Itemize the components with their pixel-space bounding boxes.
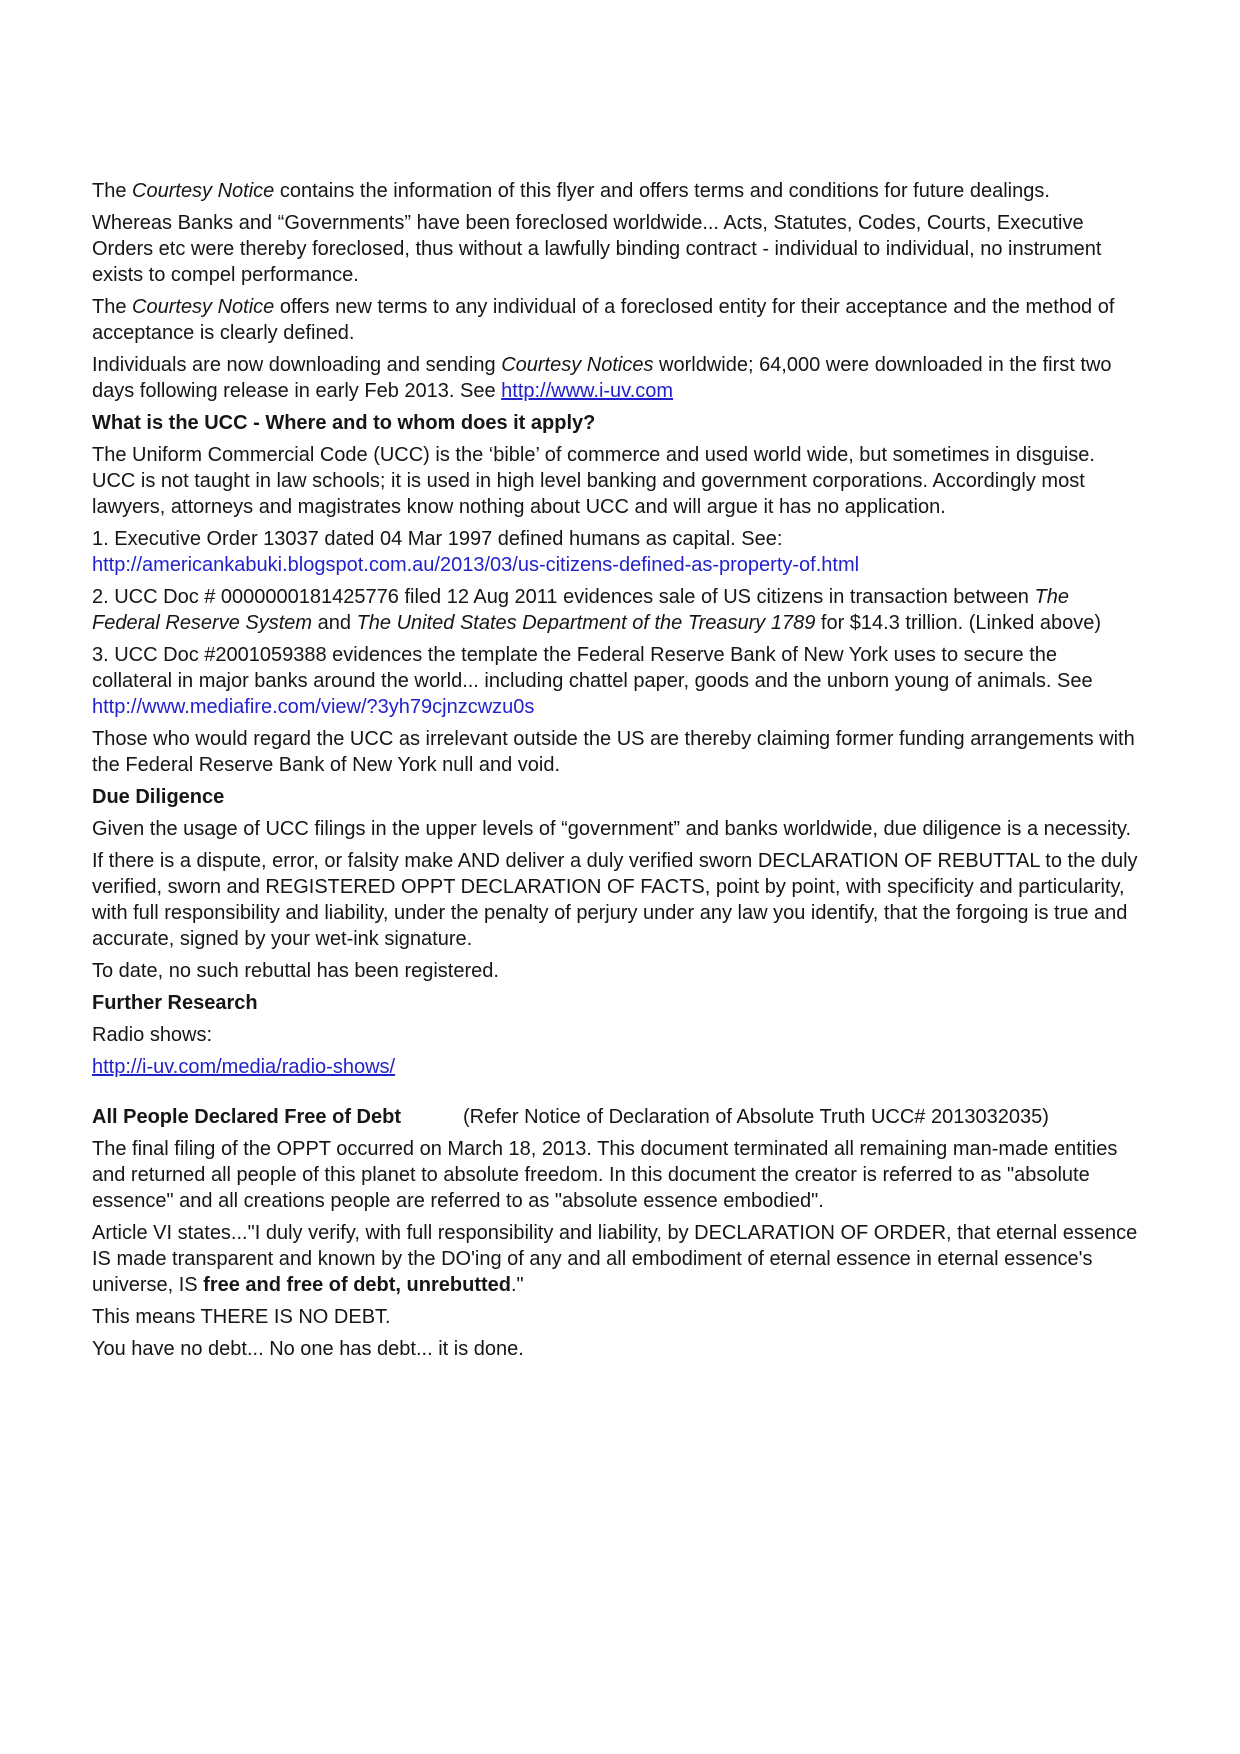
para-banks-foreclosed: Whereas Banks and “Governments” have been foreclosed worldwide... Acts, Statutes, Codes, Courts, Executive Orders etc were thereby foreclosed, thus without a lawfully binding contract - individual to individual, no instrument exists to compel performance. — [92, 212, 1102, 286]
text-run: for $14.3 trillion. (Linked above) — [815, 612, 1102, 634]
text-run-italic: Courtesy Notices — [501, 354, 654, 376]
para-it-is-done: You have no debt... No one has debt... it is done. — [92, 1338, 524, 1360]
text-run-italic: The Federal Reserve System — [92, 586, 1069, 634]
list-item-executive-order — [92, 526, 1141, 578]
para-courtesy-notice-contains — [92, 178, 1141, 204]
list-item-ucc-doc-sale — [92, 584, 1141, 636]
text-run: contains the information of this flyer and offers terms and conditions for future dealings. — [274, 180, 1050, 202]
link-mediafire[interactable]: http://www.mediafire.com/view/?3yh79cjnzcwzu0s — [92, 696, 535, 718]
link-i-uv[interactable]: http://www.i-uv.com — [501, 380, 674, 402]
heading-what-is-ucc: What is the UCC - Where and to whom does it apply? — [92, 412, 596, 434]
text-run: ." — [510, 1274, 524, 1296]
heading-further-research: Further Research — [92, 992, 258, 1014]
text-run-bold: free and free of debt, unrebutted — [203, 1274, 511, 1296]
text-run-italic: Courtesy Notice — [132, 296, 275, 318]
para-courtesy-notice-offers — [92, 294, 1141, 346]
text-run: 2. UCC Doc # 0000000181425776 filed 12 Aug 2011 evidences sale of US citizens in transaction between — [92, 586, 1035, 608]
para-downloads — [92, 352, 1141, 404]
text-run: and — [312, 612, 357, 634]
text-run: The — [92, 296, 133, 318]
text-run: 3. UCC Doc #2001059388 evidences the template the Federal Reserve Bank of New York uses to secure the collateral in major banks around the world... including chattel paper, goods and the unborn young of animals. See — [92, 644, 1093, 692]
text-run: Article VI states..."I duly verify, with full responsibility and liability, by DECLARATION OF ORDER, that eternal essence IS made transparent and known by the DO'ing of any and all embodiment of eternal essence in eternal essence's universe, IS — [92, 1222, 1138, 1296]
para-due-diligence-necessity: Given the usage of UCC filings in the upper levels of “government” and banks worldwide, due diligence is a necessity. — [92, 818, 1132, 840]
para-radio-shows-link — [92, 1054, 1141, 1080]
text-run-italic: The United States Department of the Treasury 1789 — [356, 612, 816, 634]
document-body — [92, 178, 1141, 1368]
para-no-rebuttal: To date, no such rebuttal has been registered. — [92, 960, 499, 982]
link-radio-shows[interactable]: http://i-uv.com/media/radio-shows/ — [92, 1056, 396, 1078]
para-ucc-description: The Uniform Commercial Code (UCC) is the ‘bible’ of commerce and used world wide, but sometimes in disguise. UCC is not taught in law schools; it is used in high level banking and government corporations. Accordingly most lawyers, attorneys and magistrates know nothing about UCC and will argue it has no application. — [92, 444, 1095, 518]
para-no-debt: This means THERE IS NO DEBT. — [92, 1306, 391, 1328]
para-final-filing: The final filing of the OPPT occurred on March 18, 2013. This document terminated all remaining man-made entities and returned all people of this planet to absolute freedom. In this document the creator is referred to as "absolute essence" and all creations people are referred to as "absolute essence embodied". — [92, 1138, 1118, 1212]
text-run-italic: Courtesy Notice — [132, 180, 275, 202]
heading-due-diligence: Due Diligence — [92, 786, 225, 808]
para-radio-shows: Radio shows: — [92, 1024, 213, 1046]
text-run: offers new terms to any individual of a foreclosed entity for their acceptance and the method of acceptance is clearly defined. — [92, 296, 1115, 344]
para-declaration-of-rebuttal: If there is a dispute, error, or falsity make AND deliver a duly verified sworn DECLARATION OF REBUTTAL to the duly verified, sworn and REGISTERED OPPT DECLARATION OF FACTS, point by point, with specificity and particularity, with full responsibility and liability, under the penalty of perjury under any law you identify, that the forgoing is true and accurate, signed by your wet-ink signature. — [92, 850, 1138, 950]
text-run: Individuals are now downloading and sending — [92, 354, 502, 376]
text-run: 1. Executive Order 13037 dated 04 Mar 1997 defined humans as capital. See: — [92, 528, 783, 550]
para-ucc-irrelevant: Those who would regard the UCC as irrelevant outside the US are thereby claiming former funding arrangements with the Federal Reserve Bank of New York null and void. — [92, 728, 1135, 776]
link-americankabuki[interactable]: http://americankabuki.blogspot.com.au/2013/03/us-citizens-defined-as-property-of.html — [92, 554, 860, 576]
refer-note: (Refer Notice of Declaration of Absolute Truth UCC# 2013032035) — [462, 1106, 1049, 1128]
list-item-ucc-doc-template — [92, 642, 1141, 720]
heading-all-people-free-of-debt — [92, 1104, 1141, 1130]
text-run: The — [92, 180, 133, 202]
text-run: worldwide; 64,000 were downloaded in the first two days following release in early Feb 2013. See — [92, 354, 1112, 402]
para-article-vi — [92, 1220, 1141, 1298]
heading-text: All People Declared Free of Debt — [92, 1106, 401, 1128]
